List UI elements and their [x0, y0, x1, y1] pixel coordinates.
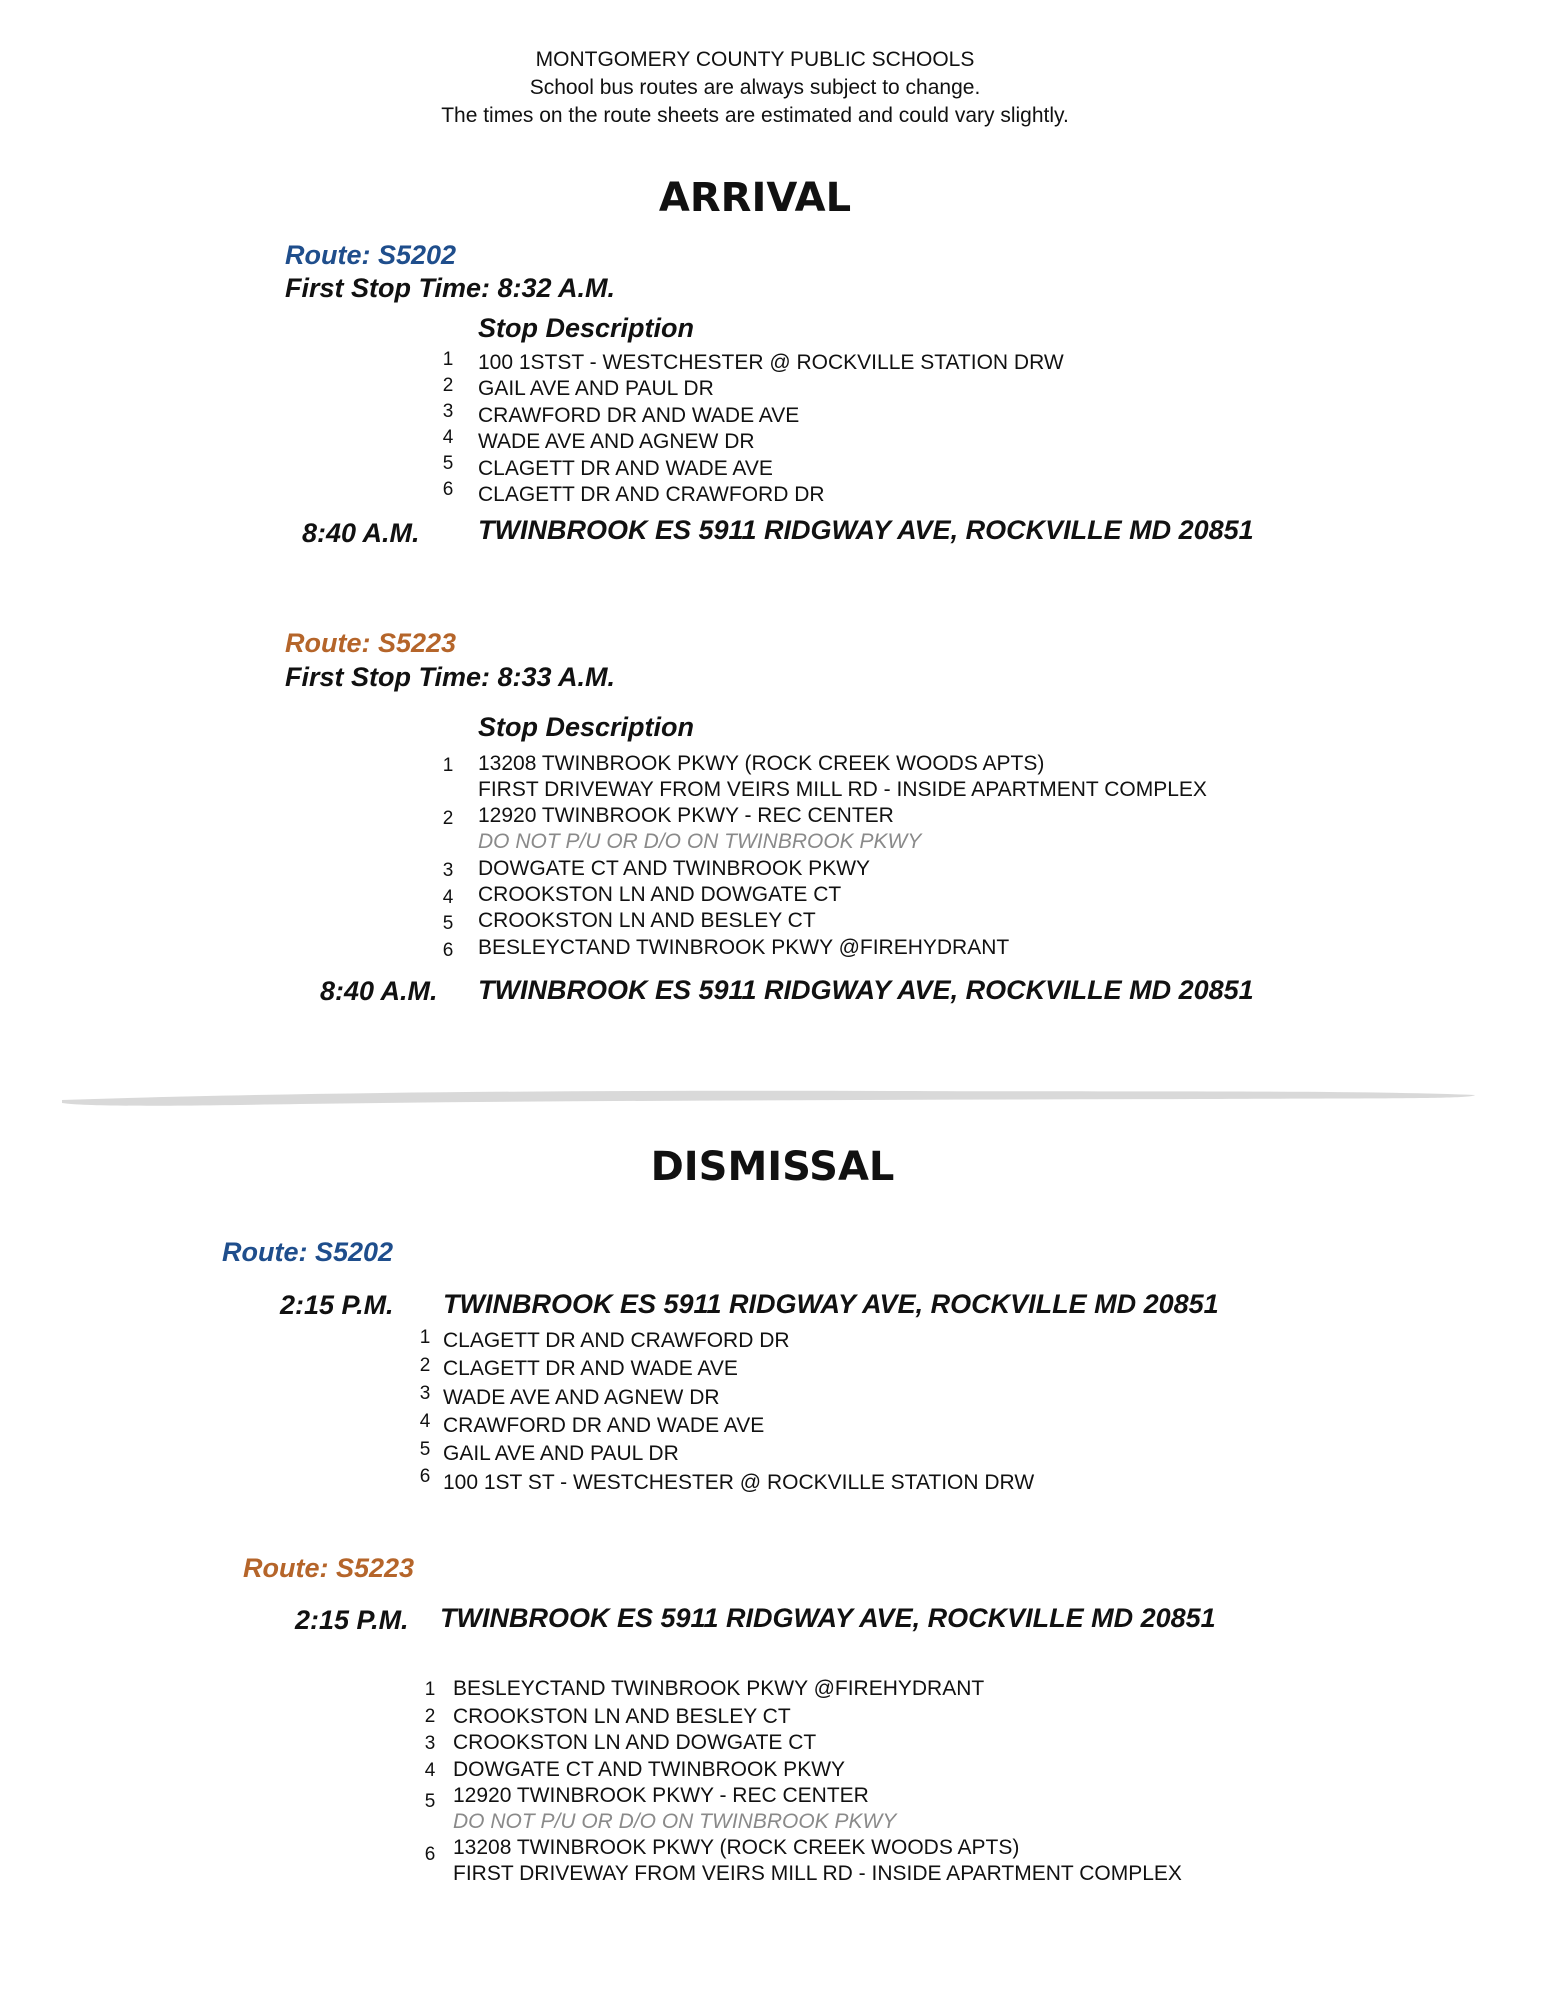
stop-text: 100 1STST - WESTCHESTER @ ROCKVILLE STATION DRW	[478, 351, 1064, 374]
stop-text: 100 1ST ST - WESTCHESTER @ ROCKVILLE STATION DRW	[443, 1471, 1035, 1494]
stop-text: DOWGATE CT AND TWINBROOK PKWY	[453, 1758, 846, 1781]
stop-text: GAIL AVE AND PAUL DR	[478, 377, 714, 400]
dismissal-title: DISMISSAL	[650, 1144, 895, 1190]
stop-number: 4	[419, 1411, 431, 1432]
school-origin: TWINBROOK ES 5911 RIDGWAY AVE, ROCKVILLE MD 20851	[440, 1603, 1216, 1633]
stop-text-line-2: FIRST DRIVEWAY FROM VEIRS MILL RD - INSIDE APARTMENT COMPLEX	[453, 1862, 1182, 1885]
stop-number: 1	[419, 1327, 431, 1348]
stop-text: CROOKSTON LN AND BESLEY CT	[478, 909, 816, 932]
stop-number: 6	[442, 940, 454, 961]
stop-text: DOWGATE CT AND TWINBROOK PKWY	[478, 857, 871, 880]
stop-text: WADE AVE AND AGNEW DR	[443, 1386, 720, 1409]
stop-number: 3	[424, 1733, 436, 1754]
stop-number: 1	[424, 1679, 436, 1700]
header-line-1: MONTGOMERY COUNTY PUBLIC SCHOOLS	[535, 48, 975, 71]
stop-text: CROOKSTON LN AND DOWGATE CT	[453, 1731, 817, 1754]
stop-text: CRAWFORD DR AND WADE AVE	[443, 1414, 765, 1437]
stop-note: DO NOT P/U OR D/O ON TWINBROOK PKWY	[478, 830, 922, 853]
stop-number: 6	[442, 479, 454, 500]
first-stop-time: First Stop Time: 8:32 A.M.	[285, 273, 616, 303]
stop-number: 3	[419, 1383, 431, 1404]
dismissal-route-label: Route: S5223	[243, 1553, 415, 1583]
stop-text: CROOKSTON LN AND DOWGATE CT	[478, 883, 842, 906]
stop-number: 2	[419, 1355, 431, 1376]
first-stop-time: First Stop Time: 8:33 A.M.	[285, 662, 616, 692]
stop-description-header: Stop Description	[478, 313, 695, 343]
stop-number: 3	[442, 860, 454, 881]
arrival-time: 8:40 A.M.	[302, 518, 420, 548]
arrival-time: 8:40 A.M.	[320, 976, 438, 1006]
stop-number: 2	[442, 808, 454, 829]
dismissal-time: 2:15 P.M.	[280, 1290, 394, 1320]
stop-number: 5	[419, 1439, 431, 1460]
stop-number: 5	[442, 453, 454, 474]
stop-text: 13208 TWINBROOK PKWY (ROCK CREEK WOODS APTS)	[478, 752, 1045, 775]
stop-note: DO NOT P/U OR D/O ON TWINBROOK PKWY	[453, 1810, 897, 1833]
stop-text: CLAGETT DR AND CRAWFORD DR	[478, 483, 825, 506]
stop-text: 12920 TWINBROOK PKWY - REC CENTER	[478, 804, 894, 827]
header-line-2: School bus routes are always subject to change.	[529, 76, 981, 99]
arrival-route-label: Route: S5223	[285, 628, 457, 658]
school-destination: TWINBROOK ES 5911 RIDGWAY AVE, ROCKVILLE MD 20851	[478, 515, 1254, 545]
dismissal-time: 2:15 P.M.	[295, 1605, 409, 1635]
stop-text: CLAGETT DR AND CRAWFORD DR	[443, 1329, 790, 1352]
arrival-route-label: Route: S5202	[285, 240, 457, 270]
stop-number: 5	[442, 913, 454, 934]
school-destination: TWINBROOK ES 5911 RIDGWAY AVE, ROCKVILLE MD 20851	[478, 975, 1254, 1005]
stop-number: 4	[442, 887, 454, 908]
arrival-title: ARRIVAL	[658, 175, 852, 221]
stop-text: BESLEYCTAND TWINBROOK PKWY @FIREHYDRANT	[453, 1677, 985, 1700]
stop-number: 6	[419, 1466, 431, 1487]
header-line-3: The times on the route sheets are estimated and could vary slightly.	[441, 104, 1069, 127]
stop-text: GAIL AVE AND PAUL DR	[443, 1442, 679, 1465]
stop-text: 13208 TWINBROOK PKWY (ROCK CREEK WOODS APTS)	[453, 1836, 1020, 1859]
stop-text: CLAGETT DR AND WADE AVE	[478, 457, 773, 480]
stop-text: CRAWFORD DR AND WADE AVE	[478, 404, 800, 427]
stop-number: 6	[424, 1844, 436, 1865]
stop-text: BESLEYCTAND TWINBROOK PKWY @FIREHYDRANT	[478, 936, 1010, 959]
dismissal-route-label: Route: S5202	[222, 1237, 394, 1267]
stop-text: CROOKSTON LN AND BESLEY CT	[453, 1705, 791, 1728]
section-divider	[0, 1078, 1545, 1118]
stop-description-header: Stop Description	[478, 712, 695, 742]
stop-text: 12920 TWINBROOK PKWY - REC CENTER	[453, 1784, 869, 1807]
stop-number: 2	[424, 1706, 436, 1727]
stop-number: 4	[424, 1760, 436, 1781]
stop-text: CLAGETT DR AND WADE AVE	[443, 1357, 738, 1380]
stop-number: 4	[442, 427, 454, 448]
stop-number: 3	[442, 401, 454, 422]
stop-number: 5	[424, 1791, 436, 1812]
stop-number: 1	[442, 349, 454, 370]
stop-number: 2	[442, 375, 454, 396]
stop-number: 1	[442, 755, 454, 776]
stop-text: WADE AVE AND AGNEW DR	[478, 430, 755, 453]
school-origin: TWINBROOK ES 5911 RIDGWAY AVE, ROCKVILLE MD 20851	[443, 1289, 1219, 1319]
stop-text-line-2: FIRST DRIVEWAY FROM VEIRS MILL RD - INSIDE APARTMENT COMPLEX	[478, 778, 1207, 801]
